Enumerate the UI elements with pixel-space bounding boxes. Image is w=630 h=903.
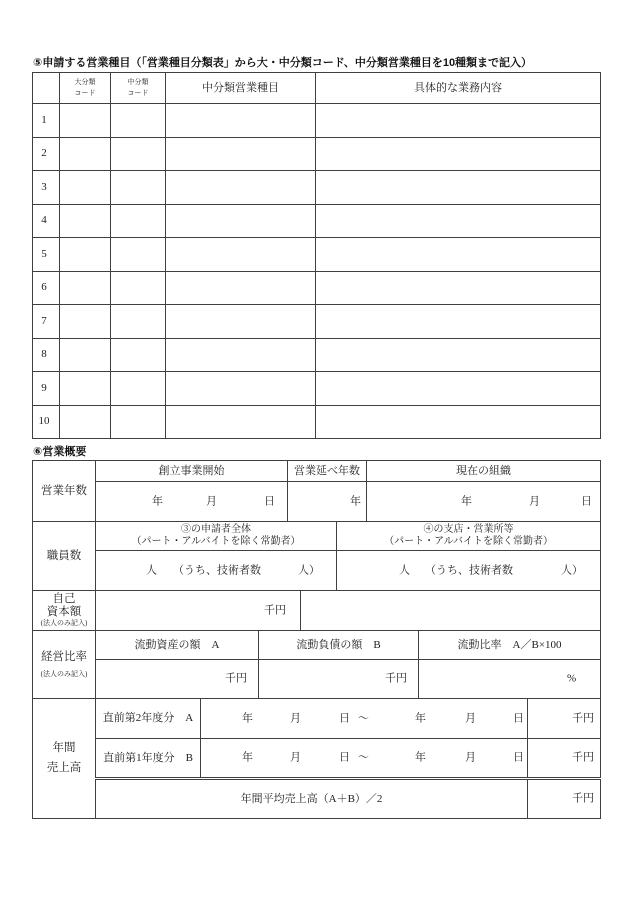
header-major-code-line2: コード bbox=[74, 89, 96, 97]
middle-code-cell bbox=[111, 204, 166, 238]
details-cell bbox=[316, 405, 601, 439]
staff-header-row bbox=[33, 522, 601, 551]
branch-staff-title: ④の支店・営業所等 bbox=[423, 524, 514, 535]
business-years-value-row bbox=[33, 482, 601, 522]
major-code-cell bbox=[60, 104, 111, 138]
table-row bbox=[33, 271, 601, 305]
sales-row-b bbox=[33, 739, 601, 779]
major-code-cell bbox=[60, 271, 111, 305]
current-ratio-cell bbox=[419, 660, 601, 699]
row-number: 9 bbox=[33, 372, 60, 406]
middle-code-cell bbox=[111, 405, 166, 439]
equity-label bbox=[33, 591, 96, 631]
equity-note: (法人のみ記入) bbox=[40, 619, 88, 627]
prior-year-period bbox=[201, 739, 528, 779]
persons-unit: 人 bbox=[399, 564, 411, 576]
total-years-header: 営業延べ年数 bbox=[288, 461, 367, 482]
management-ratio-label bbox=[33, 631, 96, 699]
header-middle-code-line2: コード bbox=[127, 89, 149, 97]
month-unit: 月 bbox=[465, 712, 476, 724]
current-organization-date-cell bbox=[367, 482, 601, 522]
sales-average-row bbox=[33, 779, 601, 819]
day-unit: 日 bbox=[581, 495, 593, 507]
middle-code-cell bbox=[111, 238, 166, 272]
table-row bbox=[33, 305, 601, 339]
middle-category-cell bbox=[166, 271, 316, 305]
middle-code-cell bbox=[111, 137, 166, 171]
middle-category-cell bbox=[166, 238, 316, 272]
middle-category-cell bbox=[166, 305, 316, 339]
table-row bbox=[33, 137, 601, 171]
middle-code-cell bbox=[111, 171, 166, 205]
details-cell bbox=[316, 204, 601, 238]
middle-category-cell bbox=[166, 204, 316, 238]
row-number: 4 bbox=[33, 204, 60, 238]
founded-date-cell bbox=[96, 482, 288, 522]
total-years-cell bbox=[288, 482, 367, 522]
details-cell bbox=[316, 372, 601, 406]
header-major-code bbox=[60, 73, 111, 104]
second-prior-year-label: 直前第2年度分 A bbox=[96, 699, 201, 739]
details-cell bbox=[316, 305, 601, 339]
year-unit: 年 bbox=[461, 495, 473, 507]
row-number: 2 bbox=[33, 137, 60, 171]
range-mark: ～ bbox=[358, 712, 369, 724]
middle-code-cell bbox=[111, 271, 166, 305]
branch-staff-header bbox=[337, 522, 601, 551]
branch-staff-cell bbox=[337, 551, 601, 591]
current-liabilities-header: 流動負債の額 B bbox=[259, 631, 419, 660]
middle-code-cell bbox=[111, 338, 166, 372]
thousand-yen-unit: 千円 bbox=[572, 751, 595, 764]
day-unit: 日 bbox=[264, 495, 275, 507]
major-code-cell bbox=[60, 338, 111, 372]
table-header-row bbox=[33, 73, 601, 104]
applicant-staff-header bbox=[96, 522, 337, 551]
current-assets-cell bbox=[96, 660, 259, 699]
applicant-staff-title: ③の申請者全体 bbox=[181, 524, 251, 535]
details-cell bbox=[316, 104, 601, 138]
thousand-yen-unit: 千円 bbox=[572, 792, 595, 805]
current-organization-header: 現在の組織 bbox=[367, 461, 601, 482]
middle-category-cell bbox=[166, 405, 316, 439]
second-prior-year-period bbox=[201, 699, 528, 739]
row-number: 8 bbox=[33, 338, 60, 372]
row-number: 6 bbox=[33, 271, 60, 305]
details-cell bbox=[316, 171, 601, 205]
founded-header: 創立事業開始 bbox=[96, 461, 288, 482]
major-code-cell bbox=[60, 305, 111, 339]
row-number: 3 bbox=[33, 171, 60, 205]
day-unit: 日 bbox=[513, 751, 524, 764]
prior-year-amount bbox=[528, 739, 601, 779]
row-number: 10 bbox=[33, 405, 60, 439]
branch-staff-note: （パート・アルバイトを除く常勤者） bbox=[384, 536, 553, 547]
header-middle-code bbox=[111, 73, 166, 104]
middle-category-cell bbox=[166, 137, 316, 171]
table-row bbox=[33, 204, 601, 238]
equity-label-line2: 資本額 bbox=[46, 606, 82, 618]
equity-row bbox=[33, 591, 601, 631]
day-unit: 日 bbox=[513, 712, 524, 724]
second-prior-year-amount bbox=[528, 699, 601, 739]
row-number: 1 bbox=[33, 104, 60, 138]
major-code-cell bbox=[60, 137, 111, 171]
table-row bbox=[33, 171, 601, 205]
annual-sales-label-line2: 売上高 bbox=[46, 762, 82, 774]
table-row bbox=[33, 238, 601, 272]
details-cell bbox=[316, 137, 601, 171]
month-unit: 月 bbox=[290, 751, 301, 764]
persons-unit: 人 bbox=[146, 564, 157, 576]
business-years-header-row bbox=[33, 461, 601, 482]
year-unit: 年 bbox=[415, 712, 426, 724]
month-unit: 月 bbox=[465, 751, 476, 764]
header-major-code-line1: 大分類 bbox=[74, 78, 96, 86]
middle-code-cell bbox=[111, 104, 166, 138]
table-row bbox=[33, 338, 601, 372]
year-unit: 年 bbox=[242, 751, 253, 764]
applicant-staff-cell bbox=[96, 551, 337, 591]
equity-blank-cell bbox=[301, 591, 601, 631]
middle-code-cell bbox=[111, 372, 166, 406]
engineers-label: （うち、技術者数 bbox=[425, 564, 514, 576]
row-number: 7 bbox=[33, 305, 60, 339]
business-category-table bbox=[32, 72, 601, 439]
ratio-header-row bbox=[33, 631, 601, 660]
business-years-label: 営業年数 bbox=[33, 461, 96, 522]
sales-row-a bbox=[33, 699, 601, 739]
business-overview-table bbox=[32, 460, 601, 819]
section6-title: ⑥営業概要 bbox=[33, 446, 87, 458]
management-ratio-title: 経営比率 bbox=[41, 650, 87, 663]
thousand-yen-unit: 千円 bbox=[572, 712, 595, 724]
current-ratio-header: 流動比率 A／B×100 bbox=[419, 631, 601, 660]
header-middle-code-line1: 中分類 bbox=[127, 78, 149, 86]
day-unit: 日 bbox=[339, 751, 350, 764]
applicant-staff-note: （パート・アルバイトを除く常勤者） bbox=[131, 536, 301, 547]
middle-category-cell bbox=[166, 372, 316, 406]
average-sales-amount bbox=[528, 779, 601, 819]
annual-sales-label-line1: 年間 bbox=[52, 742, 76, 754]
engineers-unit: 人） bbox=[298, 564, 320, 576]
header-number-cell bbox=[33, 73, 60, 104]
staff-value-row bbox=[33, 551, 601, 591]
thousand-yen-unit: 千円 bbox=[264, 604, 286, 616]
table-row bbox=[33, 405, 601, 439]
current-liabilities-cell bbox=[259, 660, 419, 699]
table-row bbox=[33, 104, 601, 138]
details-cell bbox=[316, 238, 601, 272]
year-unit: 年 bbox=[152, 495, 163, 507]
major-code-cell bbox=[60, 405, 111, 439]
engineers-label: （うち、技術者数 bbox=[173, 564, 261, 576]
details-cell bbox=[316, 271, 601, 305]
prior-year-label: 直前第1年度分 B bbox=[96, 739, 201, 779]
range-mark: ～ bbox=[358, 751, 369, 764]
management-ratio-note: (法人のみ記入) bbox=[40, 669, 88, 678]
ratio-value-row bbox=[33, 660, 601, 699]
annual-sales-label bbox=[33, 699, 96, 819]
header-details: 具体的な業務内容 bbox=[316, 73, 601, 104]
equity-label-line1: 自己 bbox=[52, 593, 76, 605]
percent-unit: % bbox=[567, 672, 577, 685]
year-unit: 年 bbox=[415, 751, 426, 764]
month-unit: 月 bbox=[529, 495, 541, 507]
major-code-cell bbox=[60, 372, 111, 406]
year-unit: 年 bbox=[242, 712, 253, 724]
middle-category-cell bbox=[166, 171, 316, 205]
middle-category-cell bbox=[166, 104, 316, 138]
equity-value-cell bbox=[96, 591, 301, 631]
details-cell bbox=[316, 338, 601, 372]
major-code-cell bbox=[60, 238, 111, 272]
middle-category-cell bbox=[166, 338, 316, 372]
middle-code-cell bbox=[111, 305, 166, 339]
row-number: 5 bbox=[33, 238, 60, 272]
engineers-unit: 人） bbox=[561, 564, 584, 576]
average-sales-label: 年間平均売上高（A＋B）／2 bbox=[96, 779, 528, 819]
month-unit: 月 bbox=[290, 712, 301, 724]
section5-title: ⑤申請する営業種目（「営業種目分類表」から大・中分類コード、中分類営業種目を10種類まで記入） bbox=[33, 57, 533, 69]
major-code-cell bbox=[60, 204, 111, 238]
table-row bbox=[33, 372, 601, 406]
thousand-yen-unit: 千円 bbox=[385, 672, 407, 685]
month-unit: 月 bbox=[206, 495, 217, 507]
staff-label: 職員数 bbox=[33, 522, 96, 591]
current-assets-header: 流動資産の額 A bbox=[96, 631, 259, 660]
year-unit: 年 bbox=[350, 495, 362, 507]
header-middle-category: 中分類営業種目 bbox=[166, 73, 316, 104]
thousand-yen-unit: 千円 bbox=[225, 672, 247, 685]
major-code-cell bbox=[60, 171, 111, 205]
day-unit: 日 bbox=[339, 712, 350, 724]
